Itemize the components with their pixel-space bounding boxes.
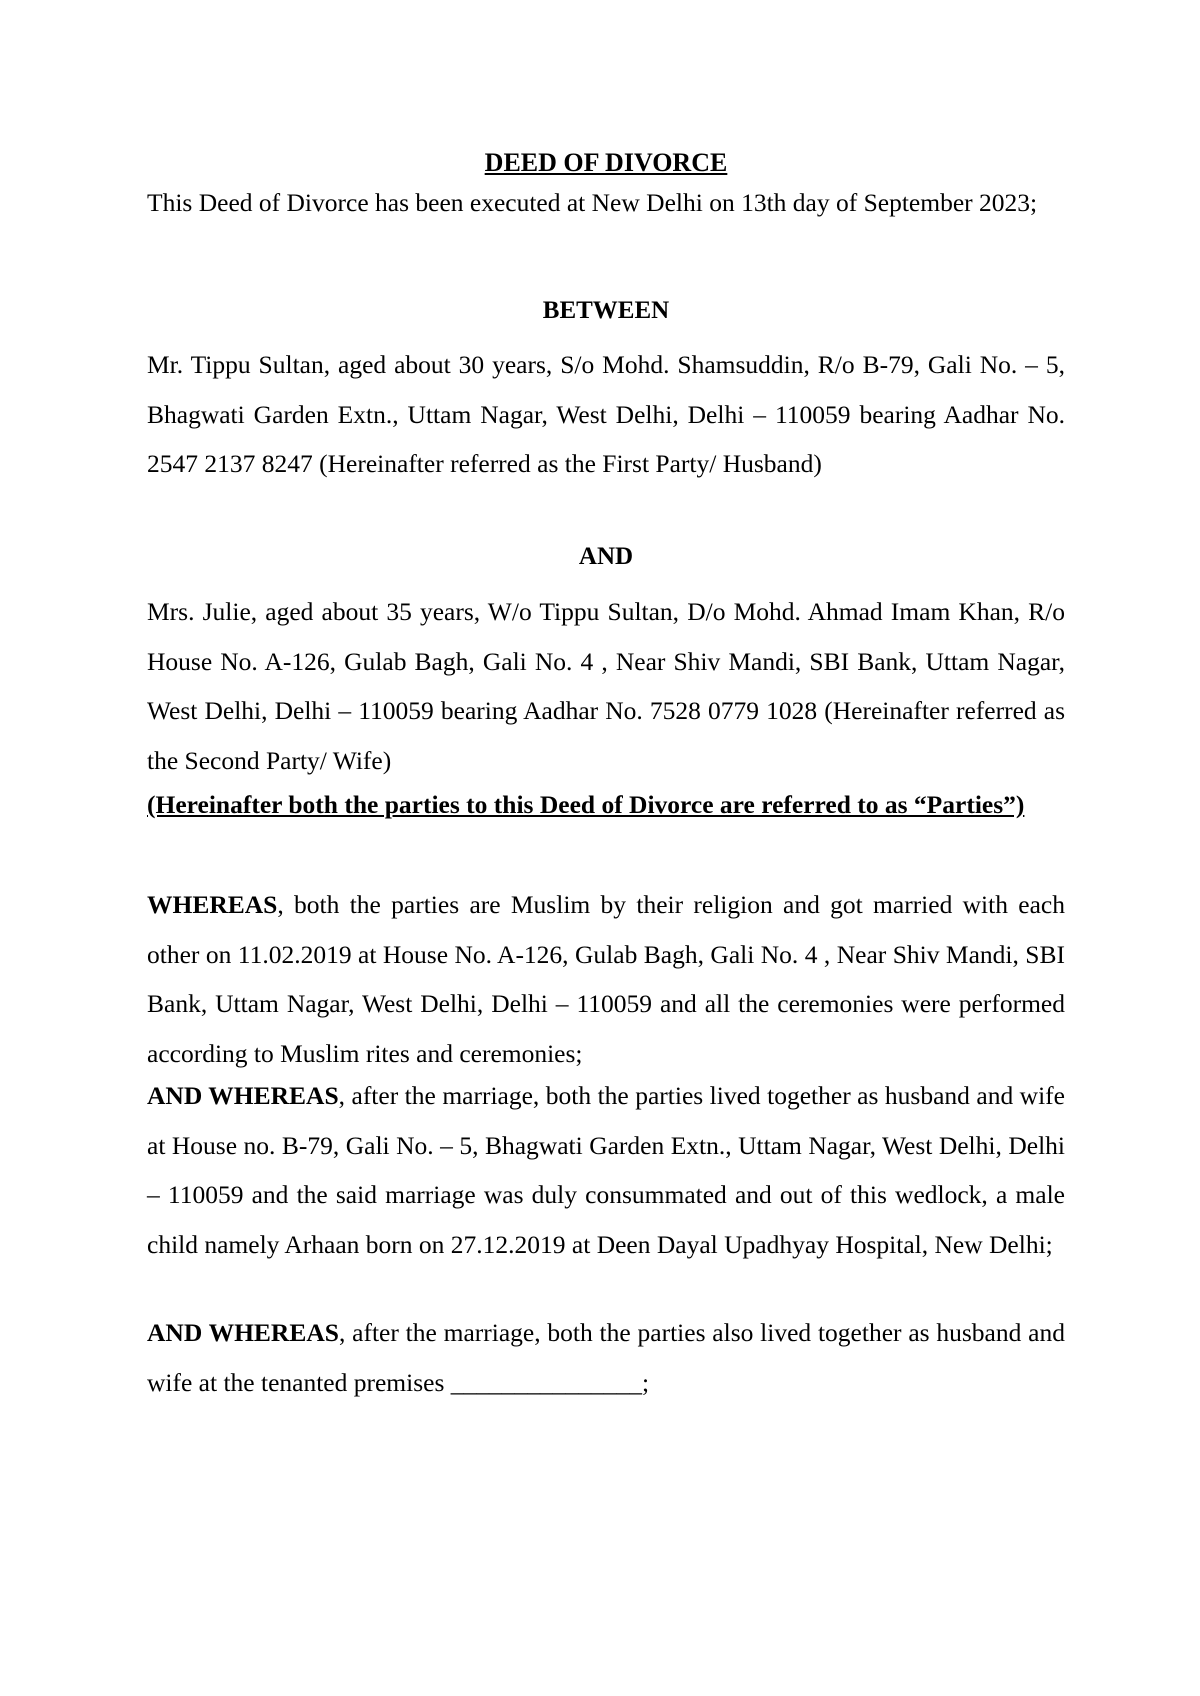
document-title: DEED OF DIVORCE xyxy=(484,148,728,177)
whereas-1-lead: WHEREAS xyxy=(147,890,278,919)
second-party-paragraph: Mrs. Julie, aged about 35 years, W/o Tippu Sultan, D/o Mohd. Ahmad Imam Khan, R/o House No. A-126, Gulab Bagh, Gali No. 4 , Near Shiv Mandi, SBI Bank, Uttam Nagar, West Delhi, Delhi – 110059 bearing Aadhar No. 7528 0779 1028 (Hereinafter referred as the Second Party/ Wife) xyxy=(147,597,1065,775)
whereas-3-lead: AND WHEREAS xyxy=(147,1318,339,1347)
whereas-3-text: , after the marriage, both the parties also lived together as husband and wife at the tenanted premises _______________; xyxy=(147,1318,1065,1397)
whereas-1-text: , both the parties are Muslim by their religion and got married with each other on 11.02.2019 at House No. A-126, Gulab Bagh, Gali No. 4 , Near Shiv Mandi, SBI Bank, Uttam Nagar, West Delhi, Delhi – 110059 and all the ceremonies were performed according to Muslim rites and ceremonies; xyxy=(147,890,1065,1068)
intro-paragraph: This Deed of Divorce has been executed at New Delhi on 13th day of September 2023; xyxy=(147,188,1038,217)
and-heading: AND xyxy=(578,543,634,570)
whereas-2-text: , after the marriage, both the parties lived together as husband and wife at House no. B-79, Gali No. – 5, Bhagwati Garden Extn., Uttam Nagar, West Delhi, Delhi – 110059 and the said marriage was duly consummated and out of this wedlock, a male child namely Arhaan born on 27.12.2019 at Deen Dayal Upadhyay Hospital, New Delhi; xyxy=(147,1081,1065,1259)
first-party-paragraph: Mr. Tippu Sultan, aged about 30 years, S/o Mohd. Shamsuddin, R/o B-79, Gali No. – 5, Bhagwati Garden Extn., Uttam Nagar, West Delhi, Delhi – 110059 bearing Aadhar No. 2547 2137 8247 (Hereinafter referred as the First Party/ Husband) xyxy=(147,350,1065,478)
whereas-paragraph-1 xyxy=(147,880,1065,1078)
parties-note: (Hereinafter both the parties to this Deed of Divorce are referred to as “Parties”) xyxy=(147,790,1025,819)
whereas-paragraph-2 xyxy=(147,1071,1065,1269)
between-heading: BETWEEN xyxy=(542,297,670,324)
whereas-2-lead: AND WHEREAS xyxy=(147,1081,339,1110)
whereas-paragraph-3 xyxy=(147,1308,1065,1407)
